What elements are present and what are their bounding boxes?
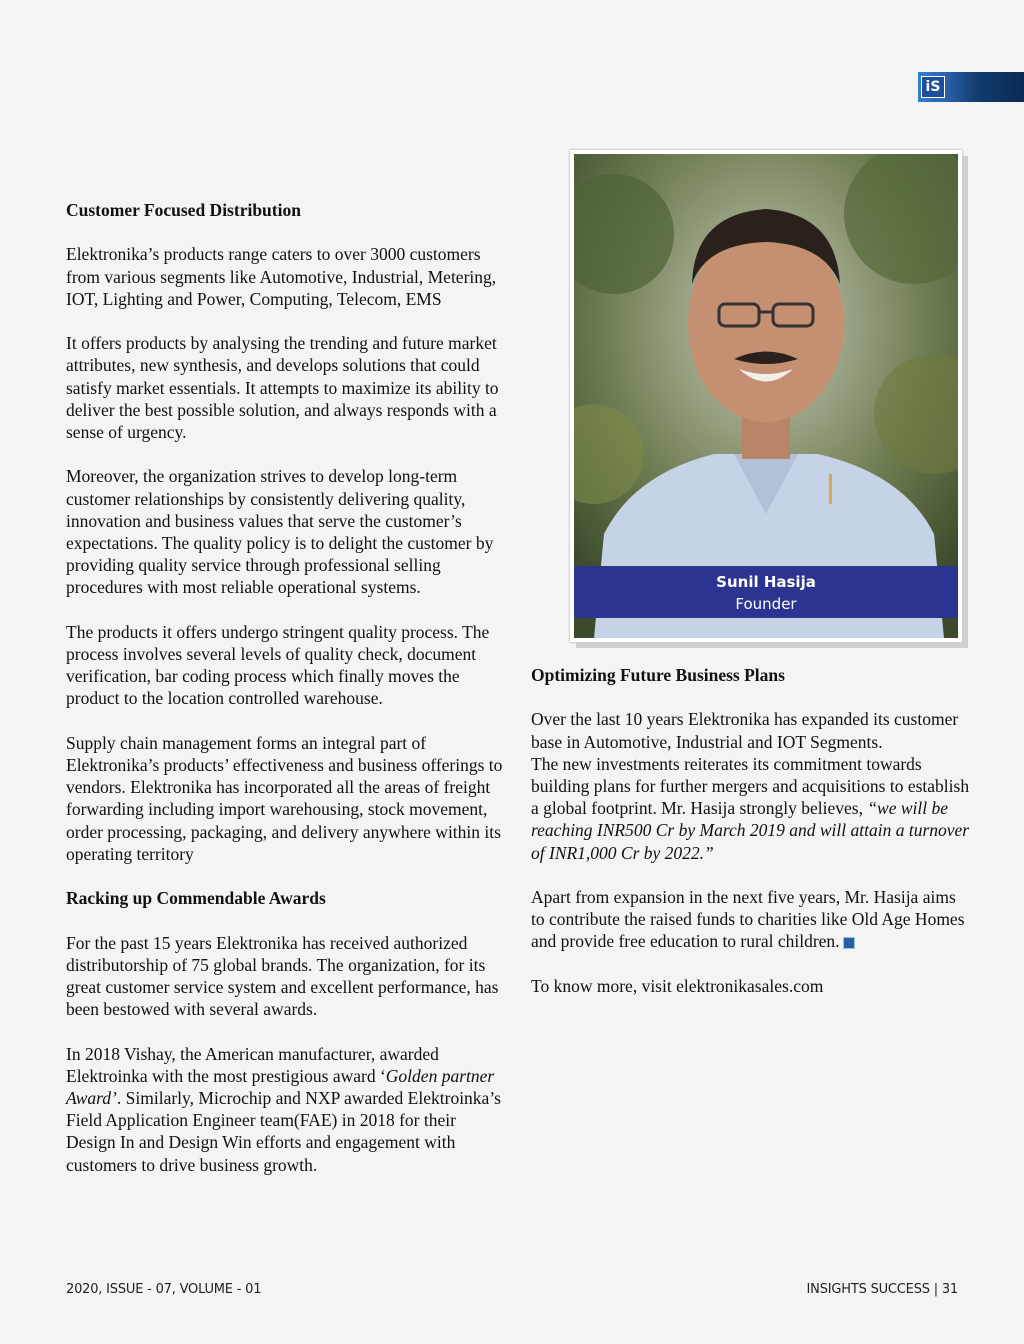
section-heading-future-plans: Optimizing Future Business Plans xyxy=(531,665,785,685)
right-column xyxy=(531,664,971,997)
quote: “we will be reaching INR500 Cr by March 2019 and will attain a turnover of INR1,000 Cr by 2022.” xyxy=(531,798,970,863)
founder-photo xyxy=(574,154,958,638)
text-run: . Similarly, Microchip and NXP awarded Elektroinka’s Field Application Engineer team(FAE) in 2018 for their Design In and Design Win efforts and engagement with customers to drive business growth. xyxy=(66,1088,501,1175)
header-logo-bar xyxy=(918,72,1024,102)
text-run: In 2018 Vishay, the American manufacturer, awarded Elektroinka with the most prestigious award ‘ xyxy=(66,1043,439,1086)
section-heading-distribution: Customer Focused Distribution xyxy=(66,200,301,220)
paragraph: Supply chain management forms an integral part of Elektronika’s products’ effectiveness and business offerings to vendors. Elektronika has incorporated all the areas of freight forwarding including import warehousing, stock movement, order processing, packaging, and delivery anywhere within its operating territory xyxy=(66,732,503,864)
award-name: Golden partner Award’ xyxy=(66,1065,495,1108)
founder-photo-frame xyxy=(570,150,962,642)
founder-role: Founder xyxy=(735,595,797,613)
text-run: The new investments reiterates its commitment towards building plans for further mergers and acquisitions to establish a global footprint. Mr. Hasija strongly believes, xyxy=(531,753,970,819)
footer-page-number: INSIGHTS SUCCESS | 31 xyxy=(806,1282,958,1297)
paragraph: Moreover, the organization strives to develop long-term customer relationships by consistently delivering quality, innovation and business values that serve the customer’s expectations. The quality policy is to delight the customer by providing quality service through professional selling procedures with most reliable operational systems. xyxy=(66,466,494,598)
photo-caption xyxy=(574,566,958,618)
end-of-article-icon xyxy=(843,937,855,949)
paragraph xyxy=(531,753,971,864)
magazine-logo-icon: iS xyxy=(921,76,945,98)
text-run: Apart from expansion in the next five years, Mr. Hasija aims to contribute the raised funds to charities like Old Age Homes and provide free education to rural children. xyxy=(531,887,965,952)
section-heading-awards: Racking up Commendable Awards xyxy=(66,888,326,909)
paragraph xyxy=(66,1043,506,1176)
website-link[interactable]: To know more, visit elektronikasales.com xyxy=(531,975,824,996)
founder-name: Sunil Hasija xyxy=(716,573,816,591)
paragraph: Elektronika’s products range caters to over 3000 customers from various segments like Automotive, Industrial, Metering, IOT, Lighting and Power, Computing, Telecom, EMS xyxy=(66,244,497,309)
paragraph: It offers products by analysing the trending and future market attributes, new synthesis, and develops solutions that could satisfy market essentials. It attempts to maximize its ability to deliver the best possible solution, and always responds with a sense of urgency. xyxy=(66,333,499,442)
footer-issue-info: 2020, ISSUE - 07, VOLUME - 01 xyxy=(66,1282,262,1297)
paragraph: Over the last 10 years Elektronika has expanded its customer base in Automotive, Industrial and IOT Segments. xyxy=(531,709,959,752)
paragraph xyxy=(531,886,971,953)
paragraph: The products it offers undergo stringent quality process. The process involves several levels of quality check, document verification, bar coding process which finally moves the product to the location controlled warehouse. xyxy=(66,621,490,709)
paragraph: For the past 15 years Elektronika has received authorized distributorship of 75 global brands. The organization, for its great customer service system and excellent performance, has been bestowed with several awards. xyxy=(66,932,499,1020)
left-column xyxy=(66,199,506,1176)
